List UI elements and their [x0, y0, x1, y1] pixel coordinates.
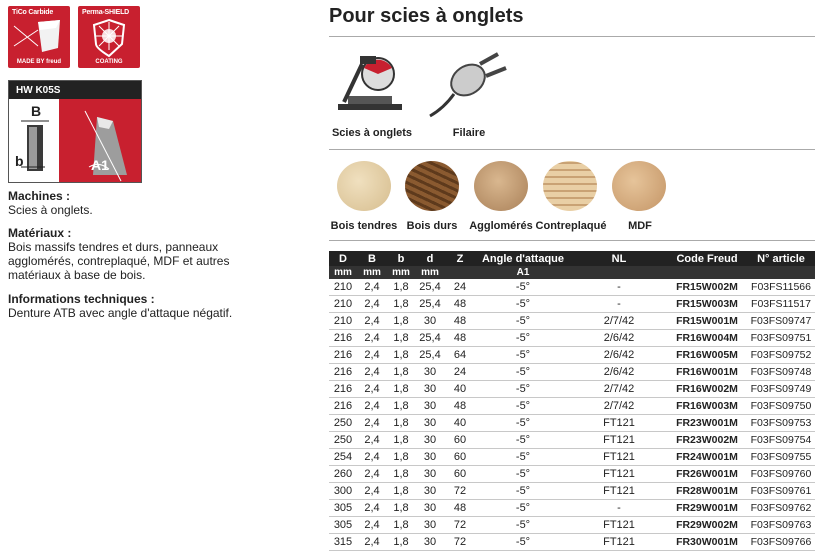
- hardwood-label: Bois durs: [406, 220, 458, 232]
- cell-b: 1,8: [393, 519, 409, 531]
- tooth-geometry-diagram: [9, 81, 141, 182]
- perma-shield-badge: [78, 6, 140, 68]
- cell-angle: -5°: [515, 502, 531, 514]
- cell-d: 30: [423, 502, 437, 514]
- cell-d: 30: [423, 417, 437, 429]
- cell-d: 25,4: [419, 332, 441, 344]
- cell-angle: -5°: [515, 451, 531, 463]
- unit-angle: A1: [475, 266, 571, 279]
- cell-NL: FT121: [603, 536, 635, 548]
- cell-b: 1,8: [393, 298, 409, 310]
- corded-label: Filaire: [452, 127, 486, 139]
- cell-B: 2,4: [364, 315, 380, 327]
- unit-b: mm: [387, 266, 415, 279]
- tico-badge-subtitle: MADE BY freud: [16, 59, 62, 65]
- cell-D: 305: [333, 519, 353, 531]
- page-title: Pour scies à onglets: [329, 5, 524, 27]
- chipboard-swatch: [474, 161, 528, 211]
- cell-article: F03FS09748: [750, 366, 812, 378]
- cell-b: 1,8: [393, 536, 409, 548]
- col-header-Z: Z: [445, 251, 475, 266]
- cell-angle: -5°: [515, 349, 531, 361]
- cell-D: 315: [333, 536, 353, 548]
- cell-B: 2,4: [364, 349, 380, 361]
- perma-badge-title: Perma-SHIELD: [82, 9, 130, 16]
- cell-code: FR15W003M: [676, 298, 738, 310]
- cell-angle: -5°: [515, 366, 531, 378]
- hardwood-swatch: [405, 161, 459, 211]
- cell-d: 30: [423, 400, 437, 412]
- cell-angle: -5°: [515, 434, 531, 446]
- cell-d: 25,4: [419, 298, 441, 310]
- cell-NL: 2/7/42: [603, 383, 635, 395]
- cell-d: 30: [423, 366, 437, 378]
- cell-d: 30: [423, 468, 437, 480]
- table-row: [329, 466, 815, 483]
- cell-Z: 60: [453, 451, 467, 463]
- chipboard-label: Agglomérés: [469, 220, 533, 232]
- cell-article: F03FS09762: [750, 502, 812, 514]
- cell-B: 2,4: [364, 400, 380, 412]
- cell-B: 2,4: [364, 502, 380, 514]
- cell-B: 2,4: [364, 417, 380, 429]
- width-B-label: B: [31, 103, 42, 119]
- cell-article: F03FS09760: [750, 468, 812, 480]
- cell-B: 2,4: [364, 536, 380, 548]
- cell-D: 260: [333, 468, 353, 480]
- cell-Z: 72: [453, 519, 467, 531]
- cell-D: 210: [333, 315, 353, 327]
- miter-saw-icon: [334, 46, 406, 118]
- cell-code: FR23W002M: [676, 434, 738, 446]
- cell-D: 216: [333, 366, 353, 378]
- col-header-angle: Angle d'attaque: [475, 251, 571, 266]
- cell-Z: 24: [453, 281, 467, 293]
- table-row: [329, 347, 815, 364]
- cell-NL: 2/6/42: [603, 366, 635, 378]
- unit-D: mm: [329, 266, 357, 279]
- cell-code: FR29W001M: [676, 502, 738, 514]
- cell-NL: -: [617, 502, 621, 514]
- col-header-code: Code Freud: [667, 251, 747, 266]
- cell-b: 1,8: [393, 468, 409, 480]
- cell-article: F03FS09766: [750, 536, 812, 548]
- cell-Z: 48: [453, 298, 467, 310]
- plywood-swatch: [543, 161, 597, 211]
- col-header-NL: NL: [571, 251, 667, 266]
- cell-angle: -5°: [515, 298, 531, 310]
- technical-info-heading: Informations techniques :: [8, 292, 155, 306]
- materials-divider: [329, 240, 815, 241]
- cell-D: 216: [333, 349, 353, 361]
- cell-D: 210: [333, 281, 353, 293]
- unit-d: mm: [415, 266, 445, 279]
- cell-D: 216: [333, 400, 353, 412]
- cell-D: 250: [333, 417, 353, 429]
- machines-text: Scies à onglets.: [8, 203, 93, 217]
- cell-Z: 64: [453, 349, 467, 361]
- cell-angle: -5°: [515, 417, 531, 429]
- cell-angle: -5°: [515, 519, 531, 531]
- cell-b: 1,8: [393, 502, 409, 514]
- cell-article: F03FS11517: [751, 298, 811, 310]
- table-row: [329, 279, 815, 296]
- cell-D: 210: [333, 298, 353, 310]
- unit-B: mm: [357, 266, 387, 279]
- cell-angle: -5°: [515, 281, 531, 293]
- cell-article: F03FS09750: [750, 400, 812, 412]
- cell-b: 1,8: [393, 315, 409, 327]
- cell-NL: -: [617, 298, 621, 310]
- cell-B: 2,4: [364, 332, 380, 344]
- cell-code: FR16W003M: [676, 400, 738, 412]
- cell-B: 2,4: [364, 366, 380, 378]
- cell-b: 1,8: [393, 434, 409, 446]
- machines-heading: Machines :: [8, 189, 71, 203]
- table-row: [329, 313, 815, 330]
- cell-article: F03FS09763: [750, 519, 812, 531]
- plywood-label: Contreplaqué: [535, 220, 607, 232]
- cell-angle: -5°: [515, 332, 531, 344]
- cell-article: F03FS09755: [750, 451, 812, 463]
- tooth-geometry-box: [8, 80, 142, 183]
- cell-d: 30: [423, 485, 437, 497]
- tico-badge-title: TiCo Carbide: [12, 9, 54, 16]
- cell-b: 1,8: [393, 485, 409, 497]
- cell-NL: 2/7/42: [603, 400, 635, 412]
- cell-d: 25,4: [419, 281, 441, 293]
- cell-article: F03FS09747: [750, 315, 812, 327]
- cell-d: 30: [423, 519, 437, 531]
- cell-D: 216: [333, 332, 353, 344]
- cell-Z: 72: [453, 536, 467, 548]
- materials-section: [8, 226, 268, 282]
- perma-badge-subtitle: COATING: [95, 59, 123, 65]
- unit-code: [667, 266, 747, 279]
- cell-angle: -5°: [515, 315, 531, 327]
- technical-info-section: [8, 292, 268, 320]
- cell-NL: FT121: [603, 417, 635, 429]
- cell-code: FR28W001M: [676, 485, 738, 497]
- cell-B: 2,4: [364, 519, 380, 531]
- softwood-swatch: [337, 161, 391, 211]
- softwood-label: Bois tendres: [330, 220, 398, 232]
- table-row: [329, 500, 815, 517]
- cell-D: 216: [333, 383, 353, 395]
- table-row: [329, 534, 815, 551]
- cell-code: FR29W002M: [676, 519, 738, 531]
- table-row: [329, 432, 815, 449]
- cell-NL: -: [617, 281, 621, 293]
- cell-article: F03FS09753: [750, 417, 812, 429]
- cell-angle: -5°: [515, 485, 531, 497]
- cell-NL: FT121: [603, 468, 635, 480]
- cell-b: 1,8: [393, 349, 409, 361]
- cell-code: FR24W001M: [676, 451, 738, 463]
- cell-angle: -5°: [515, 400, 531, 412]
- cell-NL: 2/6/42: [603, 332, 635, 344]
- cell-b: 1,8: [393, 366, 409, 378]
- cell-d: 25,4: [419, 349, 441, 361]
- table-row: [329, 398, 815, 415]
- cell-Z: 48: [453, 315, 467, 327]
- technical-info-text: Denture ATB avec angle d'attaque négatif.: [8, 306, 233, 320]
- cell-D: 250: [333, 434, 353, 446]
- machines-section: [8, 189, 268, 217]
- table-row: [329, 296, 815, 313]
- table-row: [329, 483, 815, 500]
- cell-Z: 72: [453, 485, 467, 497]
- cell-NL: FT121: [603, 434, 635, 446]
- unit-Z: [445, 266, 475, 279]
- unit-article: [747, 266, 815, 279]
- cell-Z: 60: [453, 468, 467, 480]
- cell-d: 30: [423, 383, 437, 395]
- cell-B: 2,4: [364, 451, 380, 463]
- cell-angle: -5°: [515, 536, 531, 548]
- materials-heading: Matériaux :: [8, 226, 72, 240]
- cell-b: 1,8: [393, 451, 409, 463]
- miter-saw-label: Scies à onglets: [331, 127, 413, 139]
- cell-NL: FT121: [603, 451, 635, 463]
- cell-article: F03FS09752: [750, 349, 812, 361]
- cell-code: FR30W001M: [676, 536, 738, 548]
- mdf-swatch: [612, 161, 666, 211]
- cell-Z: 48: [453, 502, 467, 514]
- mdf-label: MDF: [628, 220, 652, 232]
- cell-D: 305: [333, 502, 353, 514]
- angle-A1-label: A1: [91, 157, 109, 173]
- cell-D: 300: [333, 485, 353, 497]
- icons-divider: [329, 149, 815, 150]
- tico-carbide-badge: [8, 6, 70, 68]
- cell-NL: 2/6/42: [603, 349, 635, 361]
- cell-B: 2,4: [364, 468, 380, 480]
- cell-Z: 48: [453, 400, 467, 412]
- table-row: [329, 517, 815, 534]
- cell-code: FR16W004M: [676, 332, 738, 344]
- col-header-article: N° article: [747, 251, 815, 266]
- cell-b: 1,8: [393, 400, 409, 412]
- cell-d: 30: [423, 451, 437, 463]
- cell-D: 254: [333, 451, 353, 463]
- cell-code: FR16W005M: [676, 349, 738, 361]
- cell-Z: 40: [453, 417, 467, 429]
- blade-spec-table: [329, 251, 815, 551]
- width-b-label: b: [15, 153, 24, 169]
- cell-d: 30: [423, 434, 437, 446]
- cell-NL: FT121: [603, 519, 635, 531]
- cell-angle: -5°: [515, 468, 531, 480]
- cell-NL: FT121: [603, 485, 635, 497]
- cell-article: F03FS09754: [750, 434, 812, 446]
- power-plug-icon: [428, 50, 510, 118]
- cell-article: F03FS09749: [750, 383, 812, 395]
- cell-Z: 24: [453, 366, 467, 378]
- materials-text: Bois massifs tendres et durs, panneaux agglomérés, contreplaqué, MDF et autres matériaux à base de bois.: [8, 240, 230, 282]
- cell-B: 2,4: [364, 298, 380, 310]
- table-row: [329, 381, 815, 398]
- cell-code: FR26W001M: [676, 468, 738, 480]
- cell-article: F03FS09751: [750, 332, 812, 344]
- unit-NL: [571, 266, 667, 279]
- cell-b: 1,8: [393, 383, 409, 395]
- table-row: [329, 364, 815, 381]
- cell-B: 2,4: [364, 383, 380, 395]
- table-row: [329, 415, 815, 432]
- cell-Z: 40: [453, 383, 467, 395]
- table-unit-row: [329, 266, 815, 279]
- table-row: [329, 330, 815, 347]
- cell-B: 2,4: [364, 281, 380, 293]
- cell-article: F03FS11566: [751, 281, 811, 293]
- cell-Z: 60: [453, 434, 467, 446]
- cell-NL: 2/7/42: [603, 315, 635, 327]
- col-header-D: D: [329, 251, 357, 266]
- cell-code: FR23W001M: [676, 417, 738, 429]
- col-header-d: d: [415, 251, 445, 266]
- table-header-row: [329, 251, 815, 266]
- cell-d: 30: [423, 315, 437, 327]
- col-header-B: B: [357, 251, 387, 266]
- cell-code: FR16W002M: [676, 383, 738, 395]
- cell-b: 1,8: [393, 281, 409, 293]
- col-header-b: b: [387, 251, 415, 266]
- cell-B: 2,4: [364, 485, 380, 497]
- table-row: [329, 449, 815, 466]
- cell-d: 30: [423, 536, 437, 548]
- cell-b: 1,8: [393, 332, 409, 344]
- cell-angle: -5°: [515, 383, 531, 395]
- title-divider: [329, 36, 815, 37]
- cell-code: FR15W002M: [676, 281, 738, 293]
- cell-code: FR16W001M: [676, 366, 738, 378]
- tooth-geometry-title: HW K05S: [16, 85, 61, 96]
- cell-Z: 48: [453, 332, 467, 344]
- cell-b: 1,8: [393, 417, 409, 429]
- cell-article: F03FS09761: [750, 485, 812, 497]
- cell-B: 2,4: [364, 434, 380, 446]
- cell-code: FR15W001M: [676, 315, 738, 327]
